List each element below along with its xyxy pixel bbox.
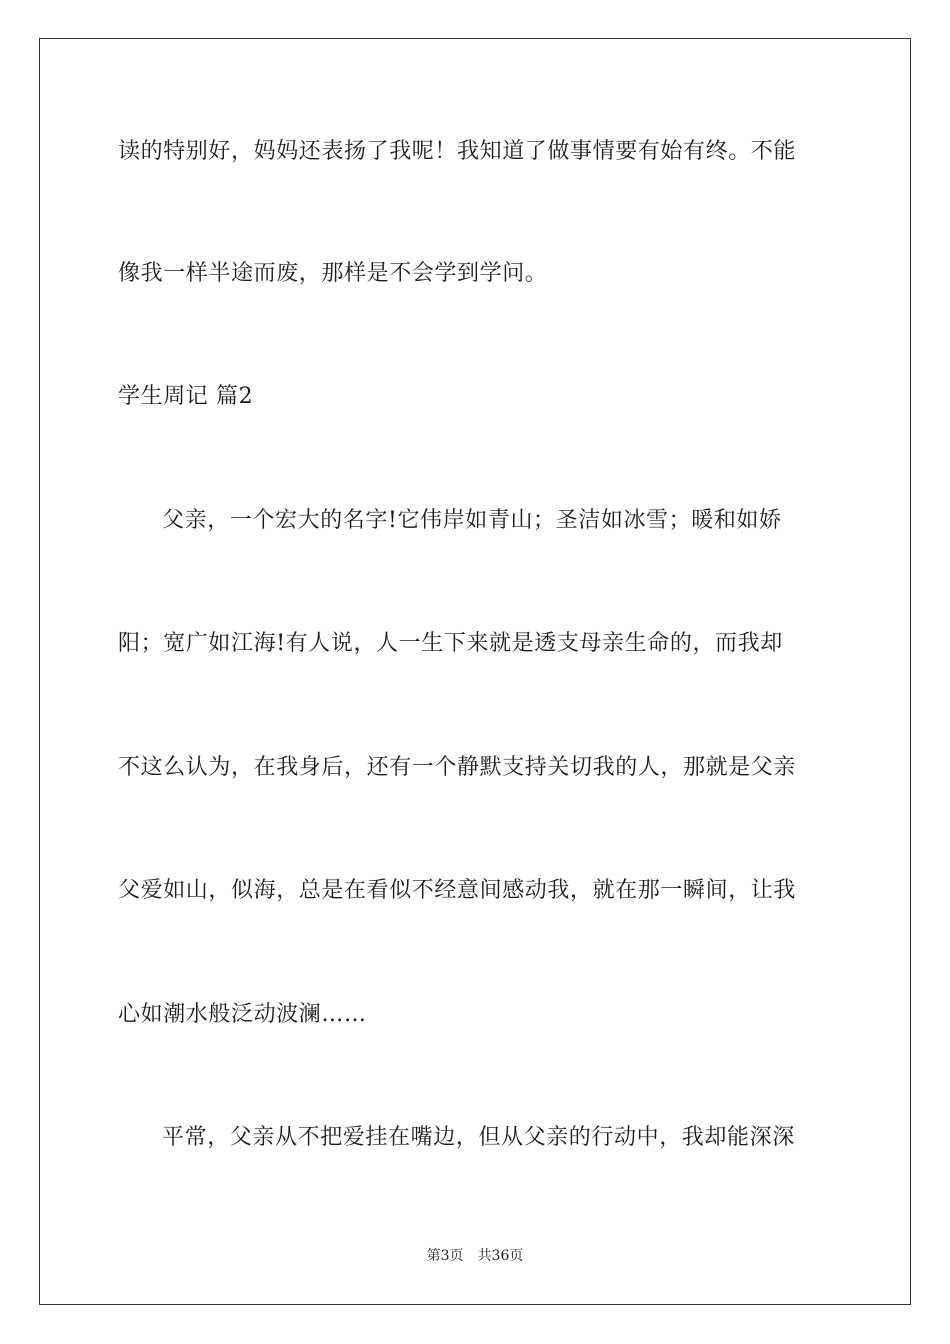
page-border [39, 38, 911, 1305]
text-line: 像我一样半途而废，那样是不会学到学问。 [118, 261, 548, 286]
text-line: 读的特别好，妈妈还表扬了我呢！我知道了做事情要有始有终。不能 [118, 139, 797, 164]
paragraph-start-line: 平常，父亲从不把爱挂在嘴边，但从父亲的行动中，我却能深深 [162, 1125, 795, 1150]
text-line: 阳；宽广如江海!有人说，人一生下来就是透支母亲生命的，而我却 [118, 631, 783, 656]
text-line: 父爱如山，似海，总是在看似不经意间感动我，就在那一瞬间，让我 [118, 878, 797, 903]
text-line: 心如潮水般泛动波澜…… [118, 1002, 367, 1027]
text-line: 不这么认为，在我身后，还有一个静默支持关切我的人，那就是父亲 [118, 755, 797, 780]
paragraph-start-line: 父亲，一个宏大的名字!它伟岸如青山；圣洁如冰雪；暖和如娇 [162, 508, 782, 533]
page-number-footer: 第3页 共36页 [426, 1248, 524, 1264]
section-heading: 学生周记 篇2 [118, 384, 254, 409]
